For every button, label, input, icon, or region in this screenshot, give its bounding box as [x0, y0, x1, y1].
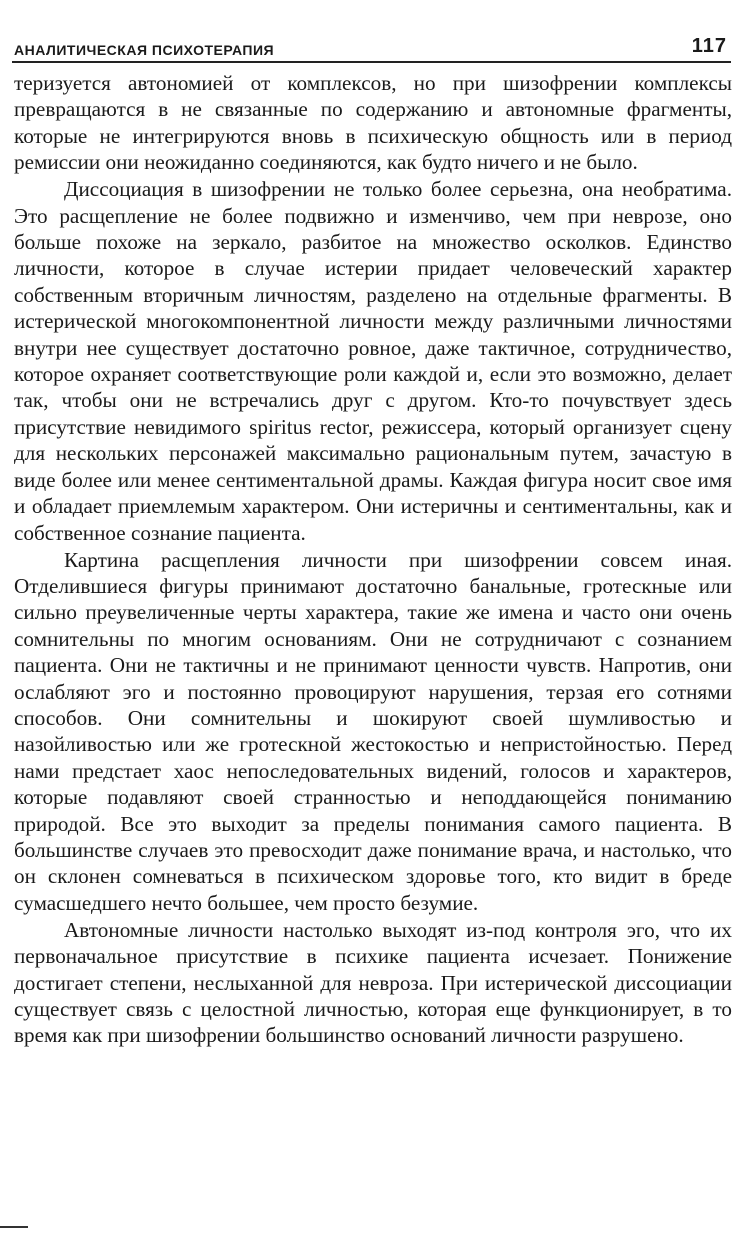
- paragraph: Диссоциация в шизофрении не только более серьезна, она необратима. Это расщепление не более подвижно и изменчиво, чем при неврозе, оно больше похоже на зеркало, разбитое на множество осколков. Единство личности, которое в случае истерии придает человеческий характер собственным вторичным личностям, разделено на отдельные фрагменты. В истерической многокомпонентной личности между различными личностями внутри нее существует достаточно ровное, даже тактичное, сотрудничество, которое охраняет соответствующие роли каждой и, если это возможно, делает так, чтобы они не встречались друг с другом. Кто-то почувствует здесь присутствие невидимого spiritus rector, режиссера, который организует сцену для нескольких персонажей максимально рациональным путем, зачастую в виде более или менее сентиментальной драмы. Каждая фигура носит свое имя и обладает приемлемым характером. Они истеричны и сентиментальны, как и собственное сознание пациента.: [14, 177, 732, 545]
- running-title: АНАЛИТИЧЕСКАЯ ПСИХОТЕРАПИЯ: [14, 42, 275, 58]
- bottom-margin-mark: [0, 1226, 28, 1228]
- header-rule: [12, 61, 731, 63]
- page-number: 117: [691, 35, 727, 57]
- running-head: [14, 34, 727, 58]
- paragraph: Автономные личности настолько выходят из-под контроля эго, что их первоначальное присутствие в психике пациента исчезает. Понижение достигает степени, неслыханной для невроза. При истерической диссоциации существует связь с целостной личностью, которая еще функционирует, в то время как при шизофрении большинство оснований личности разрушено.: [14, 917, 732, 1048]
- paragraph-continued: теризуется автономией от комплексов, но при шизофрении комплексы превращаются в не связанные по содержанию и автономные фрагменты, которые не интегрируются вновь в психическую общность или в период ремиссии они неожиданно соединяются, как будто ничего и не было.: [14, 71, 732, 175]
- paragraph: Картина расщепления личности при шизофрении совсем иная. Отделившиеся фигуры принимают достаточно банальные, гротескные или сильно преувеличенные черты характера, такие же имена и часто они очень сомнительны по многим основаниям. Они не сотрудничают с сознанием пациента. Они не тактичны и не принимают ценности чувств. Напротив, они ослабляют эго и постоянно провоцируют нарушения, терзая его сотнями способов. Они сомнительны и шокируют своей шумливостью и назойливостью или же гротескной жестокостью и непристойностью. Перед нами предстает хаос непоследовательных видений, голосов и характеров, которые подавляют своей странностью и неподдающейся пониманию природой. Все это выходит за пределы понимания самого пациента. В большинстве случаев это превосходит даже понимание врача, и настолько, что он склонен сомневаться в психическом здоровье того, кто видит в бреде сумасшедшего нечто большее, чем просто безумие.: [14, 547, 732, 915]
- body-text: [14, 70, 732, 1049]
